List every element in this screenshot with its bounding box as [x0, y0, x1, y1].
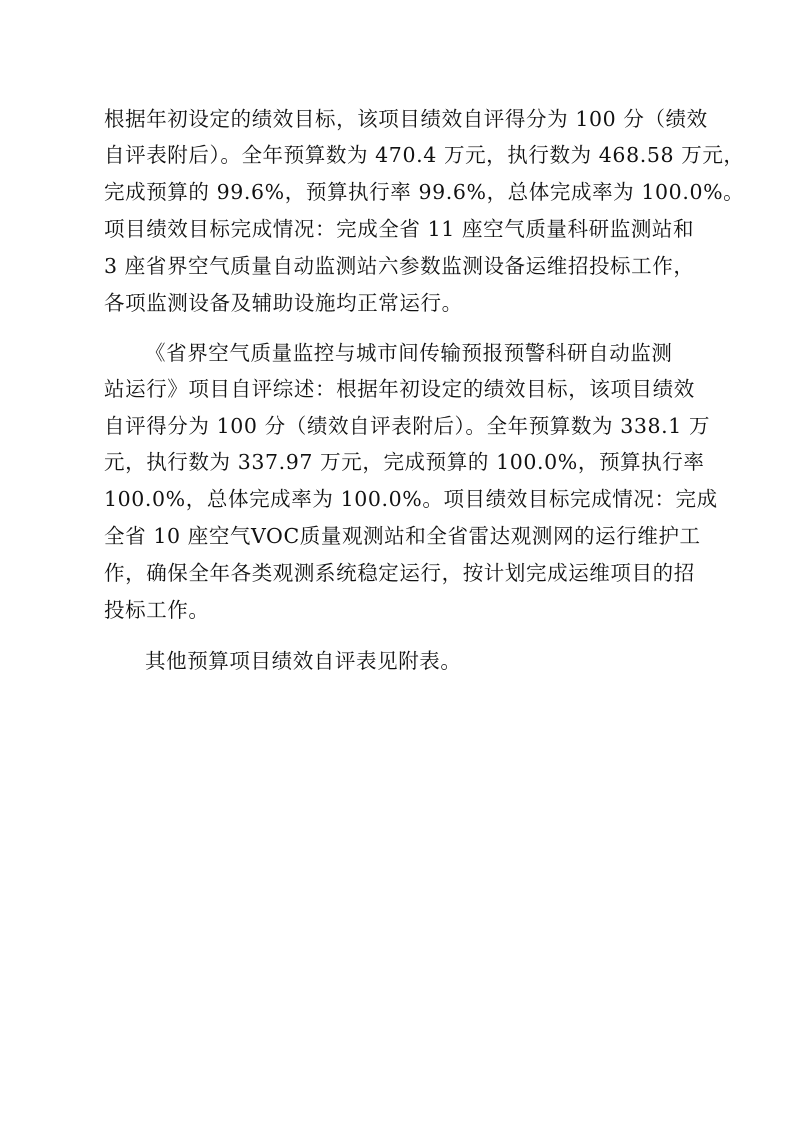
paragraph-1-line-4: 项目绩效目标完成情况：完成全省 11 座空气质量科研监测站和 [104, 217, 695, 241]
paragraph-2-line-3: 自评得分为 100 分（绩效自评表附后）。全年预算数为 338.1 万 [104, 414, 711, 438]
paragraph-2-line-6: 全省 10 座空气VOC质量观测站和全省雷达观测网的运行维护工 [104, 524, 701, 548]
paragraph-1-line-1: 根据年初设定的绩效目标，该项目绩效自评得分为 100 分（绩效 [104, 107, 708, 131]
paragraph-2-line-4: 元，执行数为 337.97 万元，完成预算的 100.0%，预算执行率 [104, 450, 705, 474]
paragraph-1-line-5: 3 座省界空气质量自动监测站六参数监测设备运维招投标工作， [104, 254, 695, 278]
paragraph-1-line-2: 自评表附后）。全年预算数为 470.4 万元，执行数为 468.58 万元， [104, 143, 745, 167]
paragraph-2-line-1: 《省界空气质量监控与城市间传输预报预警科研自动监测 [145, 341, 673, 365]
paragraph-2-line-7: 作，确保全年各类观测系统稳定运行，按计划完成运维项目的招 [104, 561, 695, 585]
paragraph-2-line-8: 投标工作。 [104, 598, 210, 622]
paragraph-2-line-2: 站运行》项目自评综述：根据年初设定的绩效目标，该项目绩效 [104, 377, 695, 401]
paragraph-2-line-5: 100.0%，总体完成率为 100.0%。项目绩效目标完成情况：完成 [104, 487, 718, 511]
paragraph-3-line-1: 其他预算项目绩效自评表见附表。 [145, 649, 462, 673]
paragraph-1-line-3: 完成预算的 99.6%，预算执行率 99.6%，总体完成率为 100.0%。 [104, 180, 745, 204]
paragraph-1-line-6: 各项监测设备及辅助设施均正常运行。 [104, 291, 463, 315]
